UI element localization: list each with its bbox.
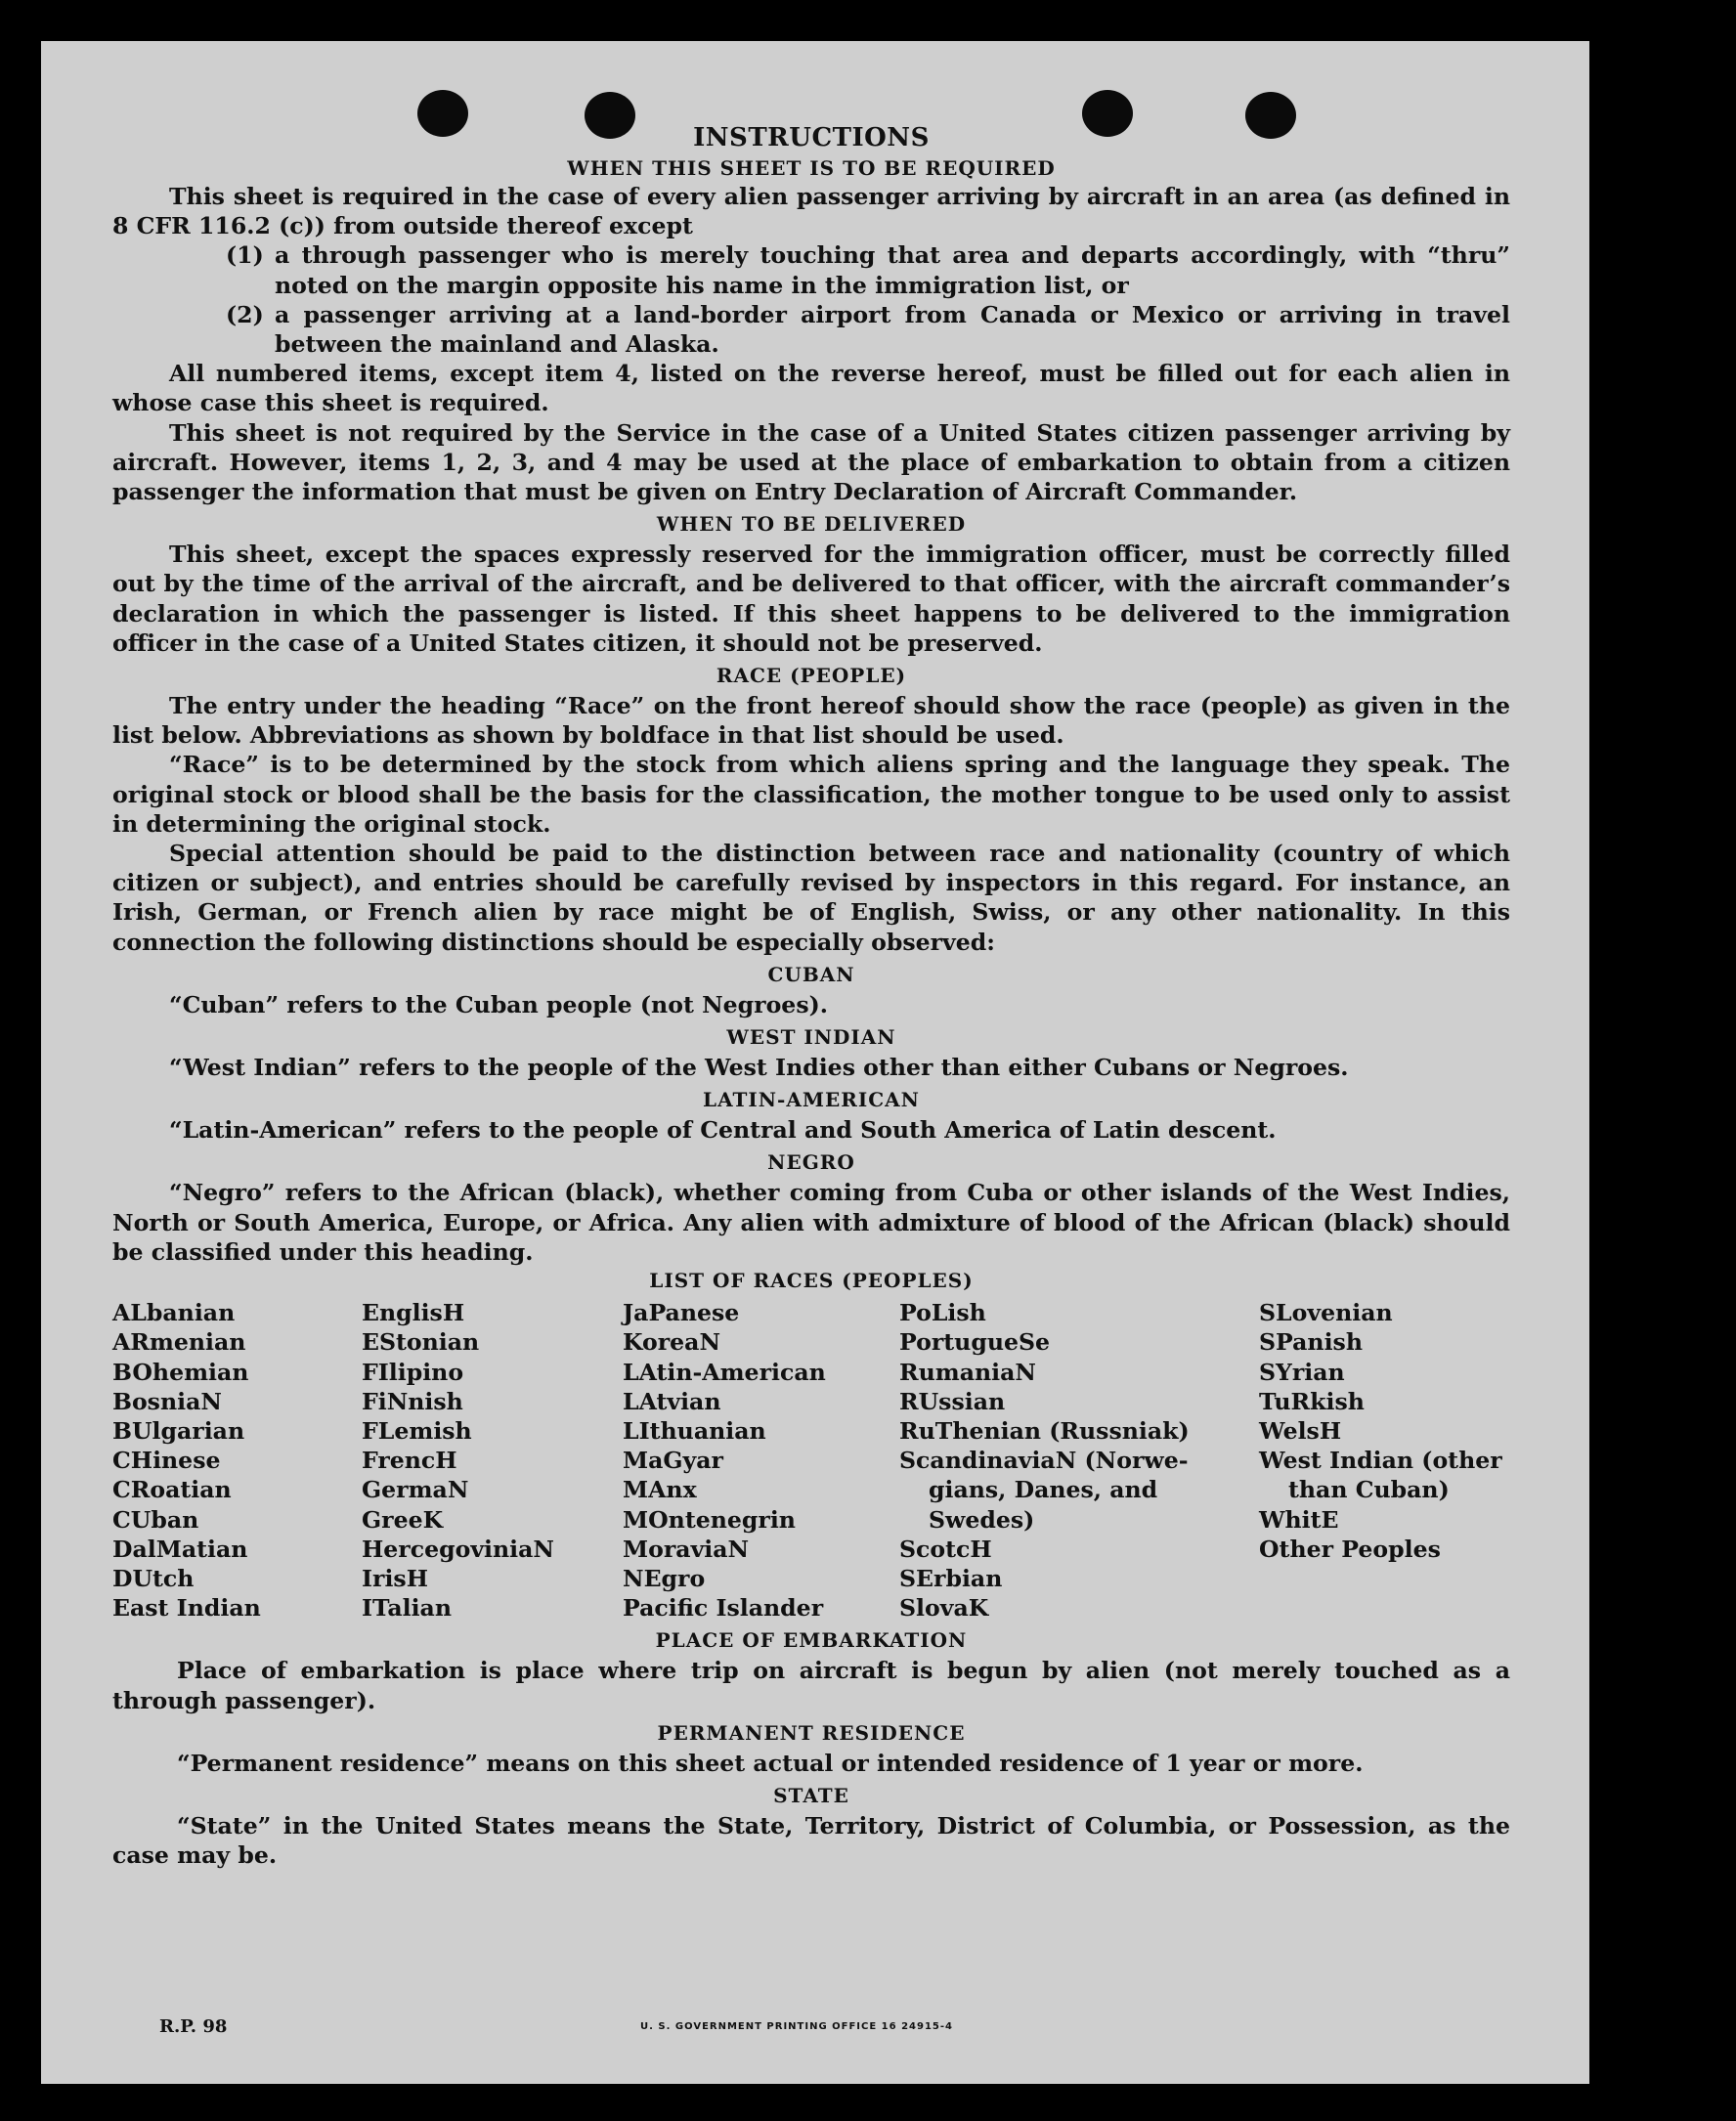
race-entry: FLemish: [362, 1416, 472, 1445]
race-list: [112, 1298, 1510, 1623]
race-column: [899, 1298, 1259, 1623]
required-para2: All numbered items, except item 4, listed on the reverse hereof, must be filled out for each alien in whose case this sheet is required.: [112, 360, 1510, 417]
race-entry: LAtvian: [623, 1387, 721, 1415]
residence-text: “Permanent residence” means on this sheet actual or intended residence of 1 year or more.: [177, 1749, 1364, 1777]
exception-item: [226, 240, 1510, 299]
race-entry: Other Peoples: [1259, 1535, 1441, 1563]
heading-state: STATE: [773, 1783, 849, 1807]
race-entry: CRoatian: [112, 1476, 232, 1504]
instructions-body: [112, 121, 1510, 2037]
race-entry: LIthuanian: [623, 1416, 766, 1445]
race-entry: ARmenian: [112, 1328, 246, 1357]
race-entry: GreeK: [362, 1505, 444, 1534]
race-entry: Swedes): [929, 1505, 1035, 1534]
race-column: [623, 1298, 899, 1623]
heading-west-indian: WEST INDIAN: [726, 1025, 896, 1050]
race-entry: WelsH: [1259, 1416, 1342, 1445]
race-entry: than Cuban): [1288, 1476, 1450, 1504]
race-entry: CUban: [112, 1505, 199, 1534]
race-entry: gians, Danes, and: [929, 1476, 1158, 1504]
delivered-text: This sheet, except the spaces expressly reserved for the immigration officer, must be correctly filled out by the time of the arrival of the aircraft, and be delivered to that officer, with the aircraft commander’s declaration in which the passenger is listed. If this sheet happens to be delivered to the immigration officer in the case of a United States citizen, it should not be preserved.: [112, 541, 1510, 657]
printing-office-imprint: U. S. GOVERNMENT PRINTING OFFICE 16 24915-4: [640, 2021, 953, 2032]
race-para1: The entry under the heading “Race” on the front hereof should show the race (people) as given in the list below. Abbreviations as shown by boldface in that list should be used.: [112, 692, 1510, 750]
page-footer: [112, 2013, 1510, 2042]
race-entry: NEgro: [623, 1564, 706, 1592]
item-text: a through passenger who is merely touching that area and departs accordingly, with “thru” noted on the margin opposite his name in the immigration list, or: [275, 241, 1510, 299]
race-entry: DUtch: [112, 1564, 195, 1592]
heading-cuban: CUBAN: [767, 962, 855, 986]
race-entry: MOntenegrin: [623, 1505, 796, 1534]
race-entry: West Indian (other: [1259, 1447, 1502, 1475]
race-entry: HercegoviniaN: [362, 1535, 554, 1563]
race-entry: MoraviaN: [623, 1535, 750, 1563]
race-entry: ALbanian: [112, 1299, 236, 1327]
item-number: (2): [226, 300, 264, 328]
heading-permanent-residence: PERMANENT RESIDENCE: [657, 1720, 966, 1745]
race-entry: JaPanese: [623, 1299, 740, 1327]
race-entry: BUlgarian: [112, 1416, 245, 1445]
race-entry: FrencH: [362, 1447, 457, 1475]
heading-list-of-races: LIST OF RACES (PEOPLES): [649, 1269, 974, 1293]
cuban-text: “Cuban” refers to the Cuban people (not Negroes).: [169, 990, 828, 1018]
race-entry: IrisH: [362, 1564, 429, 1592]
embarkation-text: Place of embarkation is place where trip on aircraft is begun by alien (not merely touched as a through passenger).: [112, 1657, 1510, 1714]
race-para3: Special attention should be paid to the distinction between race and nationality (country of which citizen or subject), and entries should be carefully revised by inspectors in this regard. For instance, an Irish, German, or French alien by race might be of English, Swiss, or any other nationality. In this connection the following distinctions should be especially observed:: [112, 840, 1510, 956]
race-entry: PoLish: [899, 1299, 986, 1327]
race-entry: East Indian: [112, 1594, 261, 1623]
latin-american-text: “Latin-American” refers to the people of Central and South America of Latin descent.: [169, 1116, 1277, 1145]
race-entry: Pacific Islander: [623, 1594, 824, 1623]
race-entry: SYrian: [1259, 1358, 1345, 1386]
race-entry: ITalian: [362, 1594, 452, 1623]
race-entry: LAtin-American: [623, 1358, 826, 1386]
document-sheet: [41, 41, 1589, 2084]
race-column: [1259, 1298, 1510, 1623]
required-intro: This sheet is required in the case of every alien passenger arriving by aircraft in an area (as defined in 8 CFR 116.2 (c)) from outside thereof except: [112, 183, 1510, 240]
race-entry: RuThenian (Russniak): [899, 1416, 1190, 1445]
race-entry: BOhemian: [112, 1358, 249, 1386]
race-entry: MaGyar: [623, 1447, 723, 1475]
heading-latin-american: LATIN-AMERICAN: [703, 1088, 920, 1112]
heading-race: RACE (PEOPLE): [716, 664, 907, 688]
race-entry: SLovenian: [1259, 1299, 1393, 1327]
race-entry: FiNnish: [362, 1387, 463, 1415]
heading-when-delivered: WHEN TO BE DELIVERED: [656, 512, 967, 537]
race-entry: MAnx: [623, 1476, 697, 1504]
race-entry: ScandinaviaN (Norwe-: [899, 1447, 1189, 1475]
race-entry: WhitE: [1259, 1505, 1339, 1534]
race-entry: BosniaN: [112, 1387, 222, 1415]
race-entry: PortugueSe: [899, 1328, 1051, 1357]
race-para2: “Race” is to be determined by the stock from which aliens spring and the language they speak. The original stock or blood shall be the basis for the classification, the mother tongue to be used only to assist in determining the original stock.: [112, 751, 1510, 838]
race-column: [112, 1298, 362, 1623]
race-entry: ScotcH: [899, 1535, 992, 1563]
form-number: R.P. 98: [159, 2016, 228, 2037]
race-entry: EStonian: [362, 1328, 480, 1357]
item-number: (1): [226, 241, 264, 270]
state-text: “State” in the United States means the State, Territory, District of Columbia, or Possession, as the case may be.: [112, 1811, 1510, 1870]
negro-text: “Negro” refers to the African (black), whether coming from Cuba or other islands of the West Indies, North or South America, Europe, or Africa. Any alien with admixture of blood of the African (black) should be classified under this heading.: [112, 1179, 1510, 1266]
race-entry: RumaniaN: [899, 1358, 1036, 1386]
race-entry: CHinese: [112, 1447, 221, 1475]
race-entry: SPanish: [1259, 1328, 1363, 1357]
race-entry: DalMatian: [112, 1535, 248, 1563]
race-entry: GermaN: [362, 1476, 469, 1504]
race-entry: RUssian: [899, 1387, 1006, 1415]
race-column: [362, 1298, 623, 1623]
race-entry: KoreaN: [623, 1328, 721, 1357]
exception-item: [226, 300, 1510, 359]
race-entry: SlovaK: [899, 1594, 989, 1623]
west-indian-text: “West Indian” refers to the people of the West Indies other than either Cubans or Negroes.: [169, 1054, 1349, 1082]
race-entry: TuRkish: [1259, 1387, 1365, 1415]
required-para3: This sheet is not required by the Service in the case of a United States citizen passenger arriving by aircraft. However, items 1, 2, 3, and 4 may be used at the place of embarkation to obtain from a citizen passenger the information that must be given on Entry Declaration of Aircraft Commander.: [112, 418, 1510, 506]
heading-when-required: WHEN THIS SHEET IS TO BE REQUIRED: [567, 156, 1056, 180]
race-entry: SErbian: [899, 1564, 1003, 1592]
race-entry: FIlipino: [362, 1358, 464, 1386]
page-title: INSTRUCTIONS: [693, 123, 930, 152]
heading-negro: NEGRO: [767, 1150, 855, 1175]
heading-place-of-embarkation: PLACE OF EMBARKATION: [655, 1628, 968, 1653]
item-text: a passenger arriving at a land-border airport from Canada or Mexico or arriving in travel between the mainland and Alaska.: [275, 300, 1510, 359]
race-entry: EnglisH: [362, 1299, 465, 1327]
